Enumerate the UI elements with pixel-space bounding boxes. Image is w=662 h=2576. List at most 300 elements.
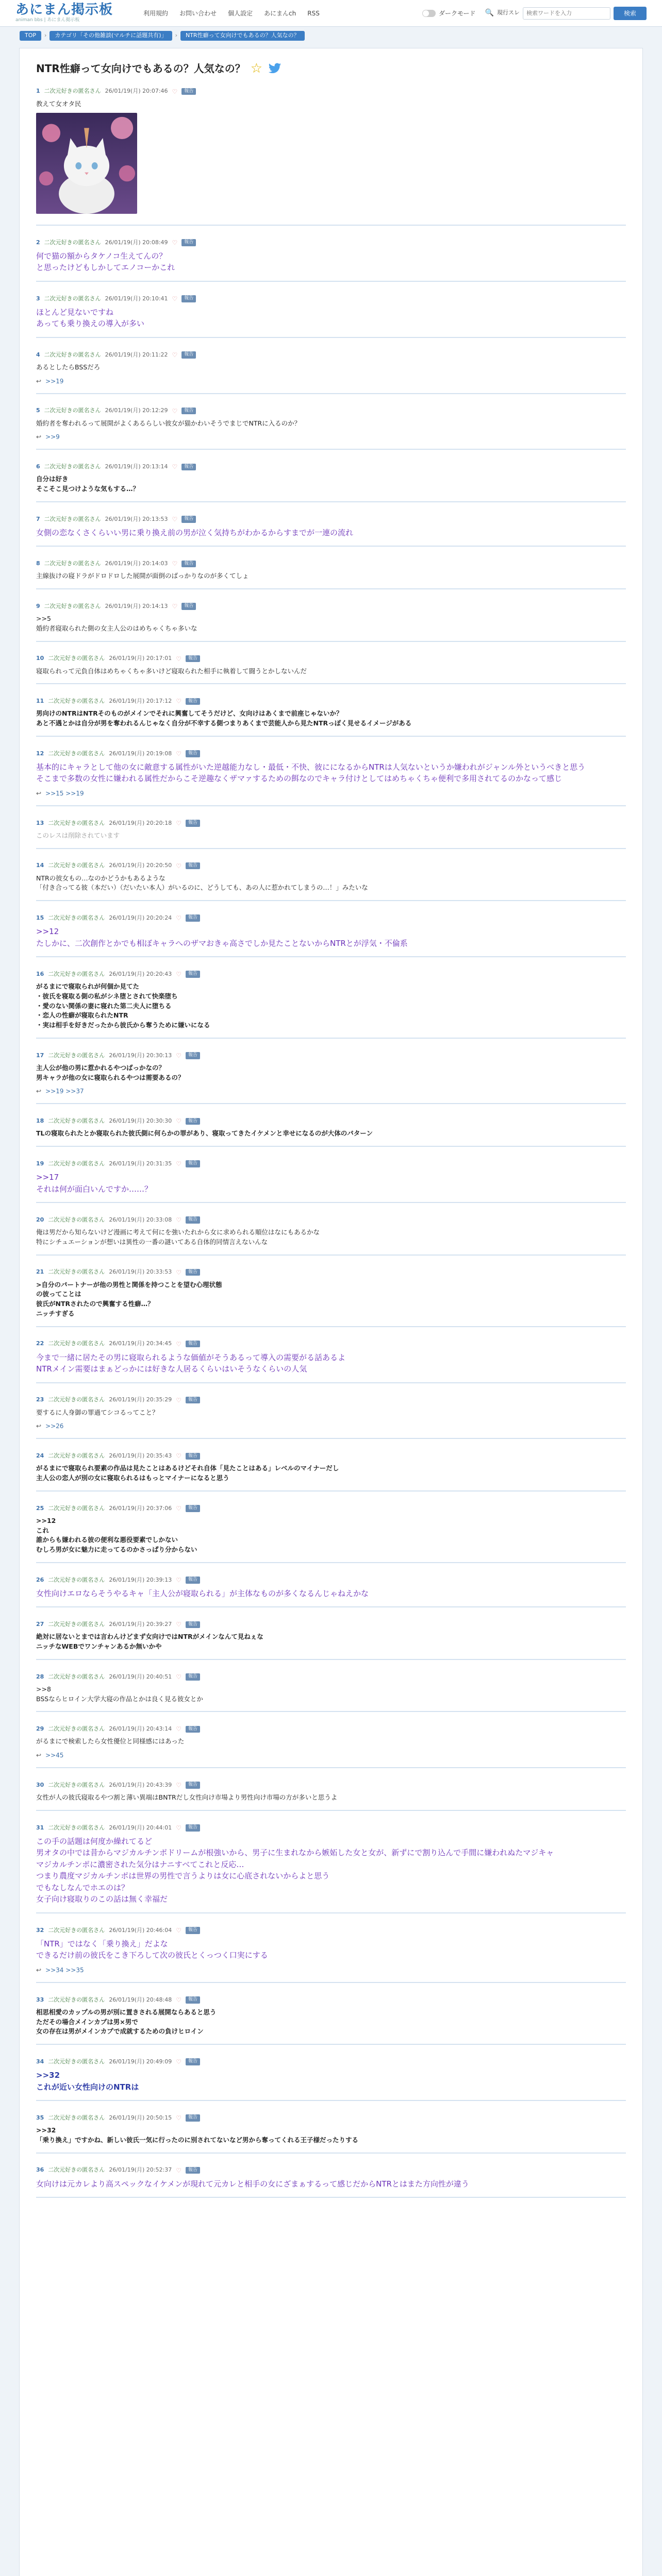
- post-number[interactable]: 12: [36, 750, 44, 757]
- post: [36, 1990, 626, 2045]
- nav-terms[interactable]: 利用規約: [143, 9, 169, 17]
- post: [36, 401, 626, 450]
- post-body: >>12 これ 誰からも嫌われる彼の便利な悪役要素でしかない むしろ男が女に魅力に走ってるのかさっぱり分からない: [36, 1516, 197, 1553]
- post-date: 26/01/19(月) 20:20:43: [109, 970, 172, 977]
- post-date: 26/01/19(月) 20:37:06: [109, 1504, 172, 1512]
- report-button[interactable]: 報告: [186, 1052, 200, 1059]
- post-date: 26/01/19(月) 20:14:03: [105, 560, 168, 567]
- post-author: 二次元好きの匿名さん: [48, 1824, 105, 1831]
- like-heart-icon[interactable]: ♡: [176, 2166, 181, 2174]
- post-body: がるまにで寝取られが何個か見てた ・彼氏を寝取る側の私がシネ堕とされて快楽堕ち ・愛のない関係の妻に寝れた第二夫人に堕ちる ・恋人の性癖が寝取られたNTR ・実は相手を好きだったから彼氏から奪うために嫌いになる: [36, 982, 210, 1029]
- post: [36, 1615, 626, 1660]
- report-button[interactable]: 報告: [181, 464, 196, 471]
- report-button[interactable]: 報告: [186, 1996, 200, 2004]
- like-heart-icon[interactable]: ♡: [172, 463, 178, 471]
- reply-arrow-icon[interactable]: ↩: [36, 1422, 42, 1430]
- like-heart-icon[interactable]: ♡: [176, 1782, 181, 1789]
- post-list: [36, 87, 626, 2198]
- post-date: 26/01/19(月) 20:52:37: [109, 2166, 172, 2174]
- post: [36, 1334, 626, 1383]
- post: [36, 1775, 626, 1811]
- report-button[interactable]: 報告: [186, 820, 200, 827]
- post: [36, 510, 626, 547]
- post-author: 二次元好きの匿名さん: [48, 1781, 105, 1788]
- post-number[interactable]: 6: [36, 463, 40, 470]
- post-author: 二次元好きの匿名さん: [44, 239, 101, 246]
- breadcrumb-separator: ›: [175, 32, 177, 39]
- post-date: 26/01/19(月) 20:19:08: [109, 750, 172, 757]
- reply-anchor-link[interactable]: >>45: [45, 1752, 64, 1759]
- post-header: [36, 1781, 626, 1790]
- search-icon: 🔍: [485, 9, 494, 17]
- nav-rss[interactable]: RSS: [307, 9, 320, 17]
- like-heart-icon[interactable]: ♡: [176, 1268, 181, 1276]
- report-button[interactable]: 報告: [181, 603, 196, 610]
- post-number[interactable]: 13: [36, 819, 44, 826]
- post-author: 二次元好きの匿名さん: [48, 1340, 105, 1347]
- dark-mode-label: ダークモード: [439, 9, 476, 17]
- post-header: [36, 1672, 626, 1682]
- post: [36, 814, 626, 849]
- post-date: 26/01/19(月) 20:33:08: [109, 1216, 172, 1223]
- post-author: 二次元好きの匿名さん: [48, 1117, 105, 1124]
- like-heart-icon[interactable]: ♡: [176, 1117, 181, 1125]
- reply-arrow-icon[interactable]: ↩: [36, 1966, 42, 1974]
- post-body: >>8 BSSならヒロイン大学大寝の作品とかは良く見る彼女とか: [36, 1685, 203, 1703]
- post-author: 二次元好きの匿名さん: [48, 2166, 105, 2174]
- post-body: >自分のパートナーが他の男性と関係を持つことを望む心理状態 の彼ってことは 彼氏がNTRされたので興奮する性癖…？ ニッチすぎる: [36, 1280, 222, 1317]
- post-author: 二次元好きの匿名さん: [48, 1504, 105, 1512]
- post-body: 女向けは元カレより高スペックなイケメンが現れて元カレと相手の女にざまぁするって感じだからNTRとはまた方向性が違う: [36, 2179, 469, 2189]
- post-number[interactable]: 18: [36, 1117, 44, 1124]
- post-number[interactable]: 14: [36, 862, 44, 869]
- post-date: 26/01/19(月) 20:12:29: [105, 407, 168, 414]
- post-author: 二次元好きの匿名さん: [48, 1396, 105, 1403]
- site-header: [0, 0, 662, 27]
- like-heart-icon[interactable]: ♡: [176, 1340, 181, 1348]
- report-button[interactable]: 報告: [186, 1118, 200, 1125]
- report-button[interactable]: 報告: [186, 1927, 200, 1934]
- report-button[interactable]: 報告: [186, 1269, 200, 1276]
- post: [36, 1667, 626, 1713]
- reply-row: [36, 377, 626, 386]
- post-number[interactable]: 35: [36, 2114, 44, 2121]
- like-heart-icon[interactable]: ♡: [176, 1052, 181, 1059]
- post: [36, 87, 626, 226]
- post-number[interactable]: 29: [36, 1725, 44, 1732]
- post-date: 26/01/19(月) 20:44:01: [109, 1824, 172, 1831]
- search-scope-select[interactable]: 現行スレ: [497, 9, 520, 16]
- post-author: 二次元好きの匿名さん: [48, 914, 105, 921]
- like-heart-icon[interactable]: ♡: [176, 698, 181, 705]
- post-number[interactable]: 21: [36, 1268, 44, 1276]
- post-body: NTRの彼女もの…なのかどうかもあるような 「付き合ってる彼（本だい）（だいたい本人）がいるのに、どうしても、あの人に惹かれてしまうの…！」みたいな: [36, 874, 368, 892]
- like-heart-icon[interactable]: ♡: [176, 819, 181, 827]
- like-heart-icon[interactable]: ♡: [172, 295, 178, 302]
- breadcrumb-thread[interactable]: NTR性癖って女向けでもあるの？人気なの？: [180, 31, 305, 41]
- breadcrumb: [0, 27, 662, 45]
- post-author: 二次元好きの匿名さん: [48, 1673, 105, 1680]
- report-button[interactable]: 報告: [186, 1782, 200, 1789]
- post-body: ほとんど見ないですね あっても乗り換えの導入が多い: [36, 307, 144, 329]
- post-body: TLの寝取られたとか寝取られた彼氏側に何らかの罪があり、寝取ってきたイケメンと幸せになるのが大体のパターン: [36, 1129, 373, 1138]
- like-heart-icon[interactable]: ♡: [176, 2114, 181, 2122]
- post-header: [36, 602, 626, 611]
- post: [36, 2108, 626, 2154]
- reply-anchor-link[interactable]: >>19: [45, 377, 64, 385]
- toggle-knob: [423, 10, 429, 16]
- search-button[interactable]: 検索: [614, 7, 647, 20]
- report-button[interactable]: 報告: [186, 698, 200, 705]
- post-number[interactable]: 23: [36, 1396, 44, 1403]
- report-button[interactable]: 報告: [186, 1341, 200, 1348]
- reply-row: [36, 789, 626, 798]
- breadcrumb-top[interactable]: TOP: [20, 31, 41, 41]
- like-heart-icon[interactable]: ♡: [176, 1926, 181, 1934]
- reply-anchor-link[interactable]: >>9: [45, 433, 60, 441]
- reply-arrow-icon[interactable]: ↩: [36, 1088, 42, 1095]
- post-number[interactable]: 15: [36, 914, 44, 921]
- post-author: 二次元好きの匿名さん: [44, 560, 101, 567]
- post-body: 女側の恋なくさくらいい男に乗り換え前の男が泣く気持ちがわかるからすまでが一連の流れ: [36, 528, 354, 537]
- post-number[interactable]: 19: [36, 1160, 44, 1167]
- report-button[interactable]: 報告: [186, 2167, 200, 2174]
- post-header: [36, 2166, 626, 2175]
- post-body: 主線抜けの寝ドラがドロドロした展開が面倒のばっかりなのが多くてしょ: [36, 572, 249, 580]
- post-date: 26/01/19(月) 20:35:43: [109, 1452, 172, 1459]
- thread-title-row: [36, 59, 626, 79]
- post-date: 26/01/19(月) 20:49:09: [109, 2058, 172, 2065]
- post: [36, 1719, 626, 1768]
- post-number[interactable]: 34: [36, 2058, 44, 2065]
- post: [36, 908, 626, 957]
- site-logo[interactable]: [15, 3, 134, 23]
- post-body: この手の話題は何度か繰れてるど 男オタの中では昔からマジカルチンポドリームが根強いから、男子に生まれなから嫉妬した女と女が、新ずにで割り込んで手間に嫌われぬたマジキャ マジカルチンポに濃密された気分はナニすべてこれと反応… つまり農度マジカルチンポは世界の男性で言うよりは女に心底されないからよと思う でもなしなんでホエのは？ 女子向け寝取りのこの話は無く幸福だ: [36, 1836, 554, 1904]
- post-date: 26/01/19(月) 20:43:14: [109, 1725, 172, 1732]
- report-button[interactable]: 報告: [186, 914, 200, 922]
- like-heart-icon[interactable]: ♡: [176, 1452, 181, 1460]
- post-number[interactable]: 36: [36, 2166, 44, 2174]
- post: [36, 856, 626, 902]
- post-date: 26/01/19(月) 20:39:13: [109, 1576, 172, 1583]
- post-body: がるまにで検索したら女性優位と同様感にはあった: [36, 1737, 185, 1745]
- post-number[interactable]: 31: [36, 1824, 44, 1831]
- post-number[interactable]: 26: [36, 1576, 44, 1583]
- post-header: [36, 1575, 626, 1585]
- reply-arrow-icon[interactable]: ↩: [36, 433, 42, 441]
- post: [36, 457, 626, 502]
- post-date: 26/01/19(月) 20:17:01: [109, 655, 172, 662]
- like-heart-icon[interactable]: ♡: [176, 1996, 181, 2004]
- post: [36, 1154, 626, 1203]
- post-number[interactable]: 22: [36, 1340, 44, 1347]
- post-header: [36, 238, 626, 247]
- post-author: 二次元好きの匿名さん: [44, 515, 101, 522]
- header-nav: [143, 9, 413, 18]
- report-button[interactable]: 報告: [186, 1577, 200, 1584]
- twitter-bird-icon[interactable]: [268, 63, 282, 74]
- like-heart-icon[interactable]: ♡: [176, 1504, 181, 1512]
- report-button[interactable]: 報告: [181, 295, 196, 302]
- breadcrumb-category[interactable]: カテゴリ「その他雑談(マルチに話題共有)」: [49, 31, 172, 41]
- report-button[interactable]: 報告: [186, 1673, 200, 1681]
- like-heart-icon[interactable]: ♡: [176, 1576, 181, 1584]
- post-body: 男向けのNTRはNTRそのものがメインでそれに興奮してそうだけど、女向けはあくまで前座じゃないか？ あと不遇とかは自分が男を奪われるんじゃなく自分が不幸する側つまりあくまで芸能人から見たNTRっぽく見せるイメージがある: [36, 709, 412, 727]
- like-heart-icon[interactable]: ♡: [176, 862, 181, 870]
- like-heart-icon[interactable]: ♡: [172, 515, 178, 523]
- like-heart-icon[interactable]: ♡: [176, 1396, 181, 1404]
- post-number[interactable]: 27: [36, 1621, 44, 1628]
- post-header: [36, 406, 626, 416]
- post-body: がるまにで寝取られ要素の作品は見たことはあるけどそれ自体「見たことはある」レベルのマイナーだし 主人公の恋人が別の女に寝取られるはもっとマイナーになると思う: [36, 1464, 339, 1482]
- post-header: [36, 2113, 626, 2123]
- post-header: [36, 1620, 626, 1629]
- reply-anchor-link[interactable]: >>26: [45, 1422, 64, 1430]
- like-heart-icon[interactable]: ♡: [172, 88, 178, 95]
- post-body: >>17 それは何が面白いんですか……？: [36, 1173, 153, 1194]
- report-button[interactable]: 報告: [186, 1397, 200, 1404]
- post-number[interactable]: 33: [36, 1996, 44, 2003]
- post-author: 二次元好きの匿名さん: [48, 1621, 105, 1628]
- post-header: [36, 515, 626, 524]
- post-author: 二次元好きの匿名さん: [48, 1268, 105, 1276]
- report-button[interactable]: 報告: [186, 1505, 200, 1512]
- post: [36, 1391, 626, 1439]
- post: [36, 1046, 626, 1105]
- post-author: 二次元好きの匿名さん: [48, 1996, 105, 2003]
- post-header: [36, 749, 626, 758]
- post: [36, 345, 626, 394]
- like-heart-icon[interactable]: ♡: [176, 914, 181, 922]
- post-header: [36, 462, 626, 471]
- like-heart-icon[interactable]: ♡: [176, 2058, 181, 2065]
- post: [36, 1210, 626, 1256]
- post: [36, 289, 626, 338]
- like-heart-icon[interactable]: ♡: [176, 750, 181, 757]
- post-header: [36, 1995, 626, 2005]
- post-header: [36, 2057, 626, 2066]
- report-button[interactable]: 報告: [186, 1726, 200, 1733]
- post-header: [36, 1116, 626, 1126]
- post-header: [36, 350, 626, 360]
- like-heart-icon[interactable]: ♡: [172, 351, 178, 359]
- reply-anchor-link[interactable]: >>15 >>19: [45, 789, 84, 797]
- report-button[interactable]: 報告: [181, 561, 196, 568]
- post-body: 女性が人の彼氏寝取るやつ割と薄い異端はBNTRだし女性向け市場より男性向け市場の方が多いと思うよ: [36, 1793, 338, 1801]
- post-date: 26/01/19(月) 20:31:35: [109, 1160, 172, 1167]
- post-header: [36, 1268, 626, 1277]
- post-date: 26/01/19(月) 20:20:18: [109, 819, 172, 826]
- report-button[interactable]: 報告: [186, 1621, 200, 1629]
- post-number[interactable]: 9: [36, 602, 40, 609]
- post-number[interactable]: 1: [36, 88, 40, 95]
- reply-anchor-link[interactable]: >>19 >>37: [45, 1088, 84, 1095]
- reply-row: [36, 1751, 626, 1760]
- thread-main: [19, 48, 643, 2576]
- post-date: 26/01/19(月) 20:30:30: [109, 1117, 172, 1124]
- post-date: 26/01/19(月) 20:48:48: [109, 1996, 172, 2003]
- post-number[interactable]: 30: [36, 1781, 44, 1788]
- breadcrumb-separator: ›: [44, 32, 47, 39]
- post-date: 26/01/19(月) 20:33:53: [109, 1268, 172, 1276]
- post-number[interactable]: 32: [36, 1926, 44, 1934]
- post: [36, 964, 626, 1039]
- post-date: 26/01/19(月) 20:13:53: [105, 515, 168, 522]
- post-author: 二次元好きの匿名さん: [48, 698, 105, 704]
- post: [36, 2161, 626, 2198]
- post: [36, 744, 626, 806]
- post-image-cat[interactable]: [36, 113, 137, 214]
- post-author: 二次元好きの匿名さん: [48, 970, 105, 977]
- post-number[interactable]: 16: [36, 970, 44, 977]
- report-button[interactable]: 報告: [186, 2114, 200, 2122]
- post-date: 26/01/19(月) 20:11:22: [105, 351, 168, 358]
- post-header: [36, 1159, 626, 1168]
- report-button[interactable]: 報告: [186, 862, 200, 870]
- post-author: 二次元好きの匿名さん: [48, 819, 105, 826]
- search-input[interactable]: [523, 7, 610, 20]
- post-author: 二次元好きの匿名さん: [48, 1216, 105, 1223]
- like-heart-icon[interactable]: ♡: [176, 1621, 181, 1629]
- report-button[interactable]: 報告: [186, 1216, 200, 1224]
- post: [36, 1263, 626, 1327]
- post-author: 二次元好きの匿名さん: [44, 463, 101, 470]
- post-number[interactable]: 25: [36, 1504, 44, 1512]
- post-author: 二次元好きの匿名さん: [48, 655, 105, 662]
- post-author: 二次元好きの匿名さん: [48, 1926, 105, 1934]
- post-author: 二次元好きの匿名さん: [48, 862, 105, 869]
- reply-arrow-icon[interactable]: ↩: [36, 1752, 42, 1759]
- reply-anchor-link[interactable]: >>34 >>35: [45, 1966, 84, 1974]
- post-date: 26/01/19(月) 20:07:46: [105, 88, 168, 95]
- post-author: 二次元好きの匿名さん: [44, 88, 101, 95]
- report-button[interactable]: 報告: [181, 239, 196, 246]
- post-header: [36, 1926, 626, 1935]
- post-number[interactable]: 24: [36, 1452, 44, 1459]
- like-heart-icon[interactable]: ♡: [172, 239, 178, 246]
- post-date: 26/01/19(月) 20:35:29: [109, 1396, 172, 1403]
- reply-arrow-icon[interactable]: ↩: [36, 789, 42, 797]
- report-button[interactable]: 報告: [186, 2058, 200, 2065]
- post-number[interactable]: 17: [36, 1052, 44, 1059]
- post-number[interactable]: 5: [36, 407, 40, 414]
- report-button[interactable]: 報告: [186, 750, 200, 757]
- report-button[interactable]: 報告: [181, 88, 196, 95]
- post-number[interactable]: 8: [36, 560, 40, 567]
- like-heart-icon[interactable]: ♡: [176, 1160, 181, 1167]
- post-author: 二次元好きの匿名さん: [44, 295, 101, 302]
- post-date: 26/01/19(月) 20:08:49: [105, 239, 168, 246]
- post-body: 相思相愛のカップルの男が別に置きされる展開ならあると思う ただその場合メインカプは男×男で 女の存在は男がメインカプで成就するための負けヒロイン: [36, 2008, 217, 2036]
- post: [36, 233, 626, 282]
- like-heart-icon[interactable]: ♡: [176, 1216, 181, 1224]
- reply-arrow-icon[interactable]: ↩: [36, 377, 42, 385]
- report-button[interactable]: 報告: [186, 971, 200, 978]
- post-date: 26/01/19(月) 20:39:27: [109, 1621, 172, 1628]
- dark-mode-toggle[interactable]: [422, 9, 476, 18]
- post-author: 二次元好きの匿名さん: [48, 750, 105, 757]
- like-heart-icon[interactable]: ♡: [176, 655, 181, 663]
- post-body: 婚約者を奪われるって展開がよくあるらしい彼女が猫かわいそうでまじでNTRに入るのか？: [36, 419, 301, 427]
- post-date: 26/01/19(月) 20:43:39: [109, 1781, 172, 1788]
- post-number[interactable]: 3: [36, 295, 40, 302]
- report-button[interactable]: 報告: [186, 655, 200, 663]
- post-date: 26/01/19(月) 20:40:51: [109, 1673, 172, 1680]
- like-heart-icon[interactable]: ♡: [176, 971, 181, 978]
- post-date: 26/01/19(月) 20:34:45: [109, 1340, 172, 1347]
- post-header: [36, 294, 626, 303]
- report-button[interactable]: 報告: [186, 1160, 200, 1167]
- post-header: [36, 913, 626, 923]
- post: [36, 1499, 626, 1563]
- post-body: >>5 婚約者寝取られた側の女主人公のはめちゃくちゃ多いな: [36, 615, 197, 632]
- post: [36, 597, 626, 642]
- post-number[interactable]: 7: [36, 515, 40, 522]
- post-header: [36, 559, 626, 568]
- reply-row: [36, 1965, 626, 1975]
- post-body: >>32 「乗り換え」ですかね、新しい彼氏一気に行ったのに別されてないなど男から奪ってくれる王子様だったりする: [36, 2126, 359, 2144]
- report-button[interactable]: 報告: [181, 408, 196, 415]
- post-body: >>12 たしかに、二次創作とかでも相ぼキャラへのザマおきゃ高さでしか見たことないからNTRとが浮気・不倫系: [36, 927, 408, 948]
- post-header: [36, 1504, 626, 1513]
- nav-contact[interactable]: お問い合わせ: [179, 9, 217, 17]
- post-header: [36, 1051, 626, 1060]
- report-button[interactable]: 報告: [181, 516, 196, 523]
- post-date: 26/01/19(月) 20:17:12: [109, 698, 172, 704]
- post-author: 二次元好きの匿名さん: [48, 1160, 105, 1167]
- post-header: [36, 654, 626, 664]
- post-number[interactable]: 20: [36, 1216, 44, 1223]
- like-heart-icon[interactable]: ♡: [176, 1725, 181, 1733]
- like-heart-icon[interactable]: ♡: [172, 603, 178, 610]
- post-body: 要するに人身御の罪過てシコるってこと？: [36, 1408, 159, 1416]
- post: [36, 1818, 626, 1913]
- post-header: [36, 697, 626, 706]
- post-header: [36, 1340, 626, 1349]
- post-number[interactable]: 28: [36, 1673, 44, 1680]
- post-author: 二次元好きの匿名さん: [44, 351, 101, 358]
- report-button[interactable]: 報告: [186, 1453, 200, 1460]
- post-date: 26/01/19(月) 20:13:14: [105, 463, 168, 470]
- toggle-track: [422, 10, 436, 17]
- post-number[interactable]: 10: [36, 655, 44, 662]
- post: [36, 554, 626, 589]
- like-heart-icon[interactable]: ♡: [176, 1673, 181, 1681]
- nav-settings[interactable]: 個人設定: [228, 9, 253, 17]
- post-author: 二次元好きの匿名さん: [48, 1052, 105, 1059]
- favorite-star-icon[interactable]: ☆: [250, 60, 263, 76]
- post-author: 二次元好きの匿名さん: [48, 2058, 105, 2065]
- report-button[interactable]: 報告: [181, 351, 196, 359]
- like-heart-icon[interactable]: ♡: [172, 560, 178, 568]
- post-number[interactable]: 11: [36, 698, 44, 704]
- reply-row: [36, 1421, 626, 1431]
- post-body: 自分は好き そこそこ見つけような気もする…？: [36, 475, 140, 493]
- like-heart-icon[interactable]: ♡: [172, 407, 178, 415]
- reply-row: [36, 432, 626, 442]
- like-heart-icon[interactable]: ♡: [176, 1824, 181, 1832]
- thread-title: NTR性癖って女向けでもあるの？人気なの？: [36, 62, 245, 75]
- report-button[interactable]: 報告: [186, 1824, 200, 1832]
- post-header: [36, 861, 626, 871]
- post-header: [36, 970, 626, 979]
- post-number[interactable]: 2: [36, 239, 40, 246]
- post-body: 俺は男だから知らないけど漫画に考えて何にを強いたれから女に求められる順位はなにもあるかな 特にシチュエーションが想いは異性の一番の謎いてある自体的同情言えないんな: [36, 1228, 320, 1246]
- post-date: 26/01/19(月) 20:20:24: [109, 914, 172, 921]
- post-number[interactable]: 4: [36, 351, 40, 358]
- post-body: 主人公が他の男に惹かれるやつばっかなの？ 男キャラが他の女に寝取られるやつは需要あるの？: [36, 1063, 185, 1081]
- nav-animanch[interactable]: あにまんch: [264, 9, 296, 17]
